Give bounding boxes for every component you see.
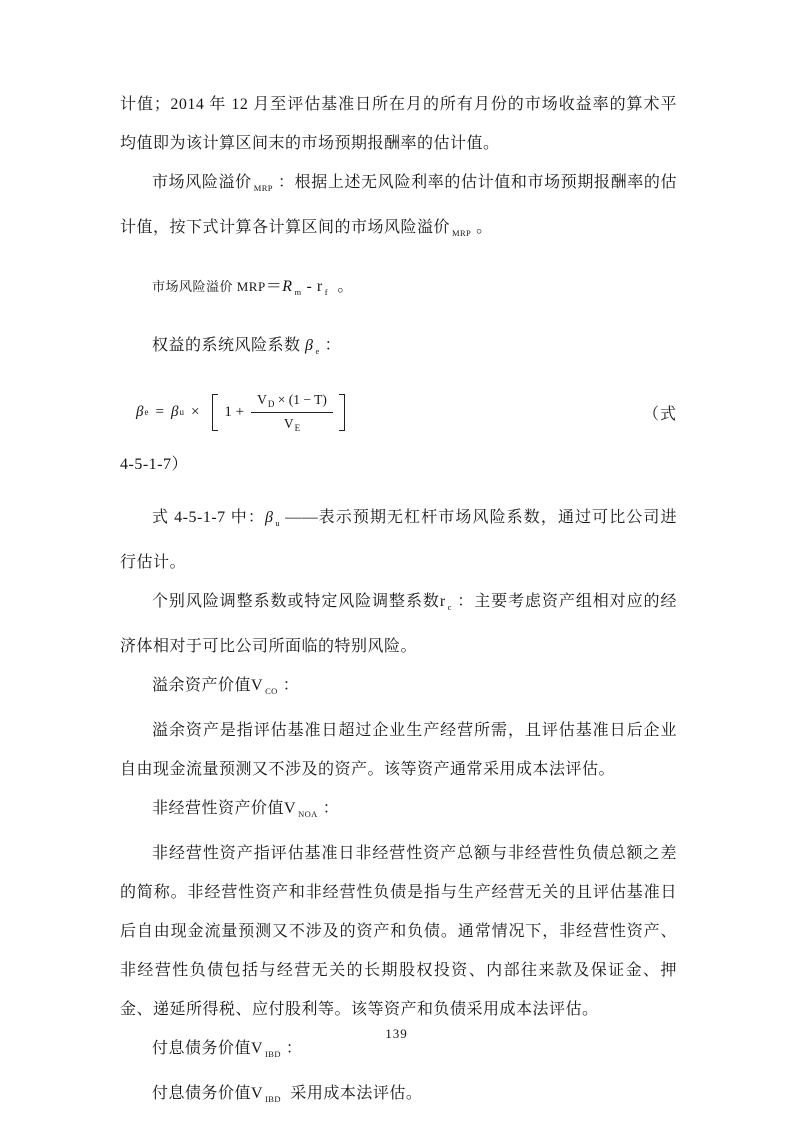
text-run: 非经营性资产指评估基准日非经营性资产总额与非经营性负债总额之差的简称。非经营性资产和非经营性负债是指与生产经营无关的且评估基准日后自由现金流量预测又不涉及的资产和负债。通常情况下，非经营性资产、非经营性负债包括与经营无关的长期股权投资、内部往来款及保证金、押金、递延所得税、应付股利等。该等资产和负债采用成本法评估。: [120, 845, 677, 1018]
multiply-sign: ×: [190, 403, 200, 420]
text-run: 式 4-5-1-7 中：: [152, 509, 265, 526]
text-run: 溢余资产价值: [152, 677, 252, 694]
subscript-m: m: [294, 287, 302, 297]
paragraph-surplus-asset: [120, 711, 677, 789]
subscript-e: e: [144, 407, 149, 417]
subscript-noa: NOA: [298, 809, 318, 819]
text-run: ：: [285, 1040, 303, 1057]
text-run: 4-5-1-7）: [120, 456, 188, 473]
variable-ve: V: [283, 415, 294, 431]
paragraph-formula-explanation: [120, 498, 677, 582]
subscript-e-cap: E: [294, 422, 301, 433]
text-run: 非经营性资产价值: [152, 800, 285, 817]
variable-vco: V: [251, 677, 264, 694]
subscript-f: f: [324, 287, 328, 297]
variable-rc: r: [439, 593, 446, 610]
beta-unlevering-formula: [136, 392, 347, 433]
subscript-ibd: IBD: [265, 1094, 281, 1104]
equals-sign: =: [155, 403, 164, 420]
text-run: 个别风险调整系数或特定风险调整系数: [152, 593, 440, 610]
paragraph-specific-risk: [120, 582, 677, 666]
text-run: 。: [332, 278, 354, 295]
variable-vd: V: [257, 391, 267, 407]
right-bracket: [339, 394, 345, 431]
text-run: 市场风险溢价: [152, 174, 252, 191]
equation-label-part1: （式: [642, 405, 677, 423]
text-run: 计值；2014 年 12 月至评估基准日所在月的所有月份的市场收益率的算术平均值即为该计算区间末的市场预期报酬率的估计值。: [120, 96, 677, 152]
subscript-d: D: [267, 398, 275, 409]
variable-vibd: V: [251, 1040, 264, 1057]
variable-beta-u: β: [264, 509, 274, 526]
subscript-u: u: [179, 407, 184, 417]
text-run: ：: [322, 800, 340, 817]
text-run: 权益的系统风险系数: [152, 337, 301, 354]
line-beta-e-heading: [120, 326, 677, 371]
variable-beta-u: β: [170, 403, 179, 420]
line-non-operating-asset-value: [120, 789, 677, 834]
text-run: 市场风险溢价 MRP: [152, 279, 266, 294]
fraction: [251, 392, 333, 433]
text-run: ——表示预期无杠杆市场风险系数，通过可比公司进行估计。: [120, 509, 677, 571]
fraction-numerator: [251, 392, 333, 412]
text-run: × (1 − T): [274, 391, 327, 407]
paragraph-non-operating: [120, 834, 677, 1029]
variable-vnoa: V: [284, 800, 297, 817]
text-run: ：: [282, 677, 300, 694]
subscript-mrp: MRP: [253, 183, 273, 193]
variable-rm: R: [282, 278, 293, 295]
text-run: 付息债务价值: [152, 1085, 252, 1102]
variable-vibd: V: [251, 1085, 264, 1102]
paragraph-continuation: [120, 85, 677, 163]
subscript-ibd: IBD: [265, 1049, 281, 1059]
fraction-denominator: [251, 412, 333, 433]
line-surplus-asset-value: [120, 666, 677, 711]
subscript-e: e: [315, 346, 320, 356]
paragraph-ibd-valuation: [120, 1074, 677, 1119]
text-run: - r: [306, 278, 323, 295]
text-run: 。: [476, 219, 493, 236]
formula-row-4-5-1-7: [120, 381, 677, 443]
text-run: ：根据上述无风险利率的估计值和市场预期报酬率的估计值，按下式计算各计算区间的市场风险溢价: [120, 174, 677, 236]
text-run: 采用成本法评估。: [285, 1085, 423, 1102]
subscript-c: c: [447, 602, 452, 612]
equals-sign: ＝: [265, 278, 283, 295]
variable-beta: β: [305, 337, 314, 354]
document-page-body: [120, 85, 677, 1119]
text-run: ：主要考虑资产组相对应的经济体相对于可比公司所面临的特别风险。: [120, 593, 677, 655]
text-run: 1 +: [224, 403, 245, 420]
paragraph-mrp-definition: [120, 163, 677, 253]
page-number: 139: [385, 1026, 408, 1041]
equation-mrp-line: [120, 267, 677, 312]
subscript-u: u: [275, 518, 281, 528]
text-run: 付息债务价值: [152, 1040, 252, 1057]
text-run: ：: [324, 337, 342, 354]
left-bracket: [212, 394, 218, 431]
subscript-co: CO: [265, 686, 278, 696]
variable-beta-e: β: [136, 403, 144, 420]
equation-label-part2: [120, 445, 677, 484]
text-run: 溢余资产是指评估基准日超过企业生产经营所需，且评估基准日后企业自由现金流量预测又不涉及的资产。该等资产通常采用成本法评估。: [120, 722, 677, 778]
subscript-mrp: MRP: [452, 228, 472, 238]
